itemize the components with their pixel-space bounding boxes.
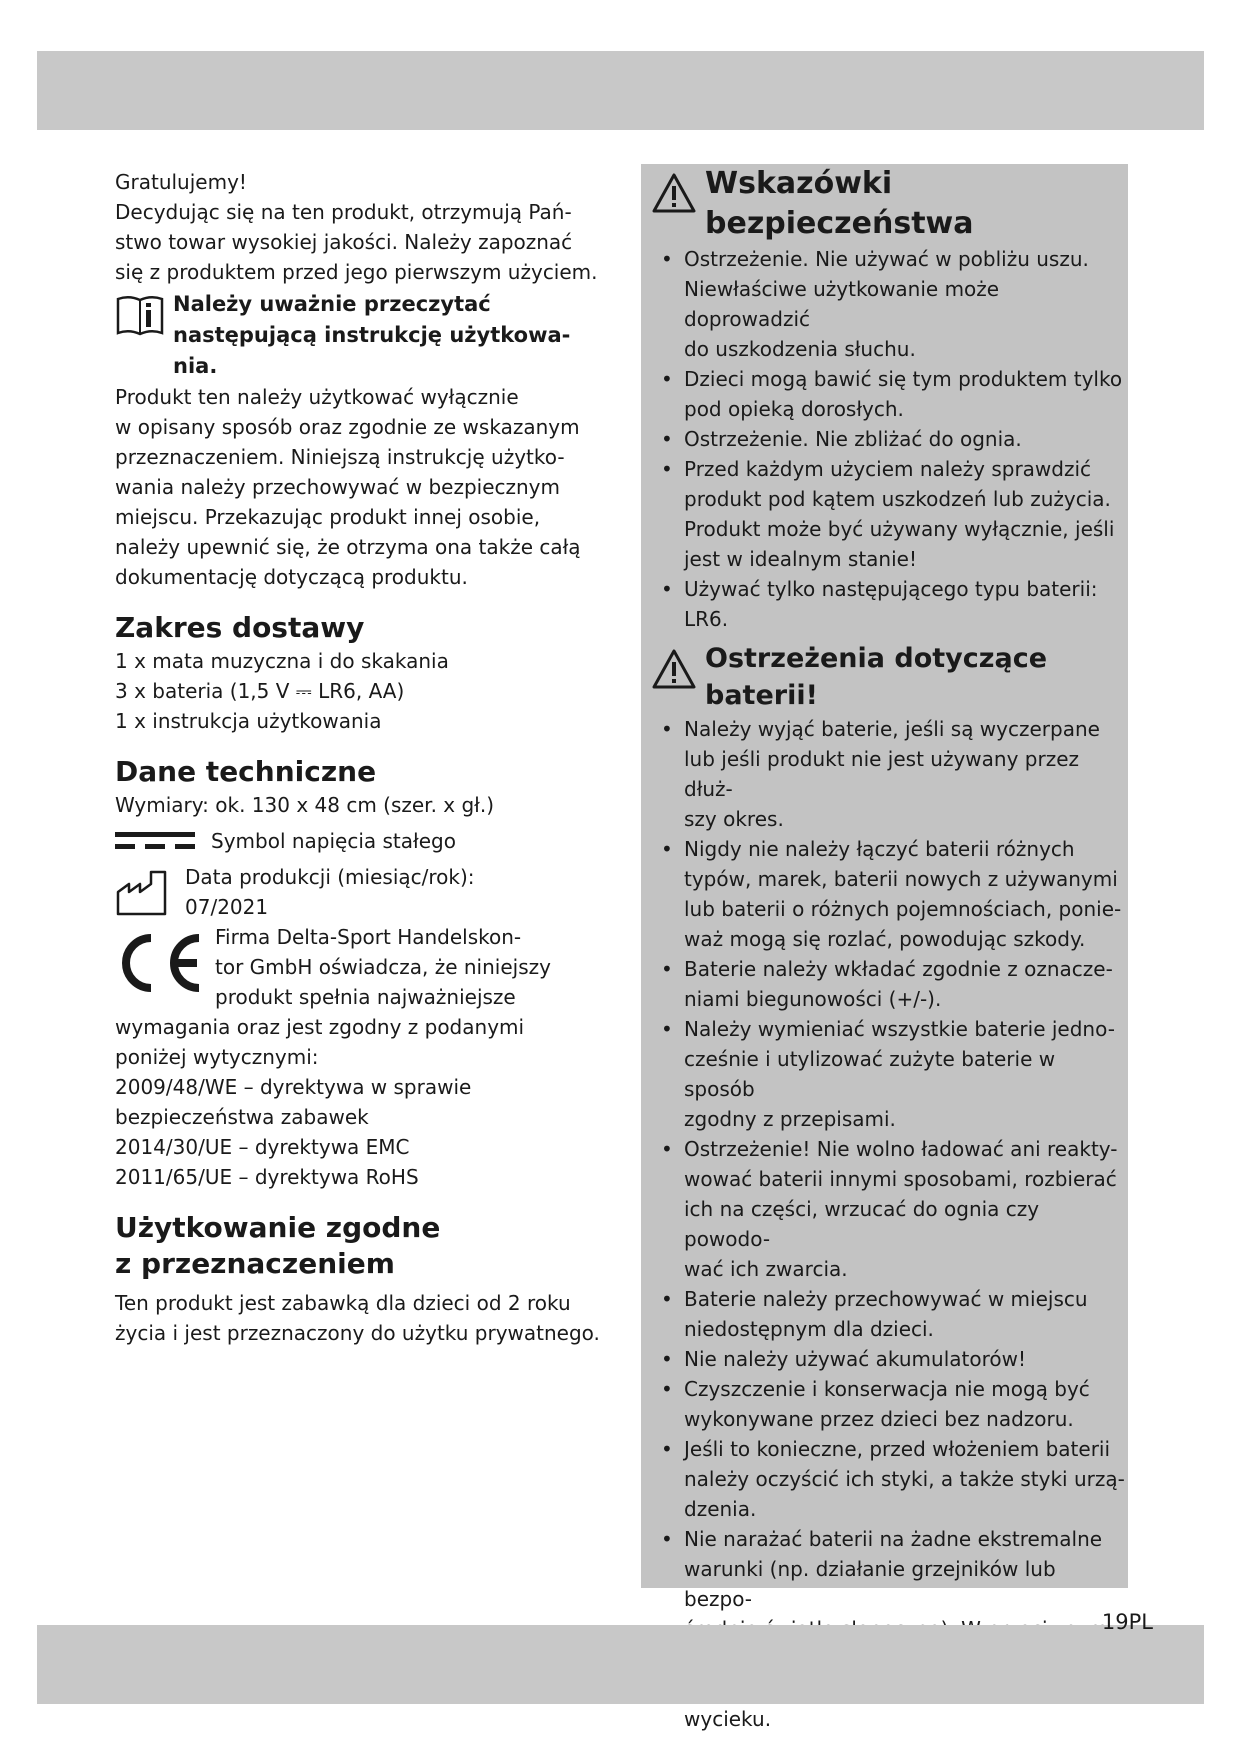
list-item: • Dzieci mogą bawić się tym produktem tylko pod opieką dorosłych.	[651, 364, 1128, 424]
battery-list	[651, 714, 1128, 1734]
list-item: • Nie narażać baterii na żadne ekstremalne warunki (np. działanie grzejników lub bezpo- wycieku.	[651, 1524, 1128, 1734]
delivery-item: 3 x bateria (1,5 V ⎓ LR6, AA)	[115, 679, 405, 703]
delivery-title: Zakres dostawy	[115, 611, 365, 644]
technical-title: Dane techniczne	[115, 755, 377, 788]
list-item: • Należy wyjąć baterie, jeśli są wyczerpane lub jeśli produkt nie jest używany przez dłuż- szy okres.	[651, 714, 1128, 834]
list-item: • Czyszczenie i konserwacja nie mogą być wykonywane przez dzieci bez nadzoru.	[651, 1374, 1128, 1434]
list-item: • Ostrzeżenie. Nie używać w pobliżu uszu. Niewłaściwe użytkowanie może doprowadzić do uszkodzenia słuchu.	[651, 244, 1128, 364]
read-instructions-notice	[115, 289, 615, 382]
footer-band	[37, 1625, 1204, 1704]
list-item: • Baterie należy wkładać zgodnie z oznacze- niami biegunowości (+/-).	[651, 954, 1128, 1014]
header-band	[37, 51, 1204, 130]
list-item: • Nie należy używać akumulatorów!	[651, 1344, 1128, 1374]
intro-paragraph: Decydując się na ten produkt, otrzymują Pań- stwo towar wysokiej jakości. Należy zapoznać się z produktem przed jego pierwszym użyciem.	[115, 200, 598, 284]
notice-text: Należy uważnie przeczytać następującą instrukcję użytkowa- nia.	[173, 292, 571, 378]
left-column	[115, 167, 615, 1348]
safety-title: Wskazówki bezpieczeństwa	[705, 166, 974, 241]
battery-title: Ostrzeżenia dotyczące baterii!	[705, 643, 1048, 711]
ce-directives: wymagania oraz jest zgodny z podanymi poniżej wytycznymi: 2009/48/WE – dyrektywa w sprawie bezpieczeństwa zabawek 2014/30/UE – dyrektywa EMC 2011/65/UE – dyrektywa RoHS	[115, 1015, 525, 1189]
delivery-item: 1 x instrukcja użytkowania	[115, 709, 382, 733]
warning-icon	[651, 648, 697, 690]
list-item: • Używać tylko następującego typu baterii: LR6.	[651, 574, 1128, 634]
production-row	[115, 862, 615, 922]
list-item: • Przed każdym użyciem należy sprawdzić produkt pod kątem uszkodzeń lub zużycia. Produkt może być używany wyłącznie, jeśli jest w idealnym stanie!	[651, 454, 1128, 574]
dimensions: Wymiary: ok. 130 x 48 cm (szer. x gł.)	[115, 793, 495, 817]
ce-mark-icon	[115, 930, 205, 994]
manual-book-icon	[115, 291, 165, 339]
list-item: • Jeśli to konieczne, przed włożeniem baterii należy oczyścić ich styki, a także styki urzą- dzenia.	[651, 1434, 1128, 1524]
safety-list	[651, 244, 1128, 634]
ce-declaration: Firma Delta-Sport Handelskon- tor GmbH oświadcza, że niniejszy produkt spełnia najważniejsze	[215, 925, 551, 1009]
safety-heading	[651, 164, 1128, 244]
battery-heading	[651, 640, 1128, 714]
page-number: 19PL	[1101, 1610, 1153, 1634]
list-item: • Baterie należy przechowywać w miejscu niedostępnym dla dzieci.	[651, 1284, 1128, 1344]
ce-row	[115, 922, 615, 1012]
list-item: • Nigdy nie należy łączyć baterii różnych typów, marek, baterii nowych z używanymi lub baterii o różnych pojemnościach, ponie- waż mogą się rozlać, powodując szkody.	[651, 834, 1128, 954]
dc-symbol-row	[115, 826, 615, 856]
intended-use-title: Użytkowanie zgodne z przeznaczeniem	[115, 1211, 441, 1280]
list-item: • Należy wymieniać wszystkie baterie jedno- cześnie i utylizować zużyte baterie w sposób zgodny z przepisami.	[651, 1014, 1128, 1134]
list-item: • Ostrzeżenie! Nie wolno ładować ani reakty- wować baterii innymi sposobami, rozbierać ich na części, wrzucać do ognia czy powodo- wać ich zwarcia.	[651, 1134, 1128, 1284]
delivery-item: 1 x mata muzyczna i do skakania	[115, 649, 449, 673]
greeting: Gratulujemy!	[115, 170, 247, 194]
usage-paragraph: Produkt ten należy użytkować wyłącznie w opisany sposób oraz zgodnie ze wskazanym przeznaczeniem. Niniejszą instrukcję użytko- wania należy przechowywać w bezpiecznym miejscu. Przekazując produkt innej osobie, należy upewnić się, że otrzyma ona także całą dokumentację dotyczącą produktu.	[115, 385, 581, 589]
dc-label: Symbol napięcia stałego	[211, 829, 456, 853]
warning-icon	[651, 172, 697, 214]
production-date: Data produkcji (miesiąc/rok): 07/2021	[185, 865, 475, 919]
direct-current-icon	[115, 826, 195, 856]
intended-use-text: Ten produkt jest zabawką dla dzieci od 2 roku życia i jest przeznaczony do użytku prywatnego.	[115, 1291, 600, 1345]
manufacture-date-icon	[115, 866, 171, 918]
list-item: • Ostrzeżenie. Nie zbliżać do ognia.	[651, 424, 1128, 454]
